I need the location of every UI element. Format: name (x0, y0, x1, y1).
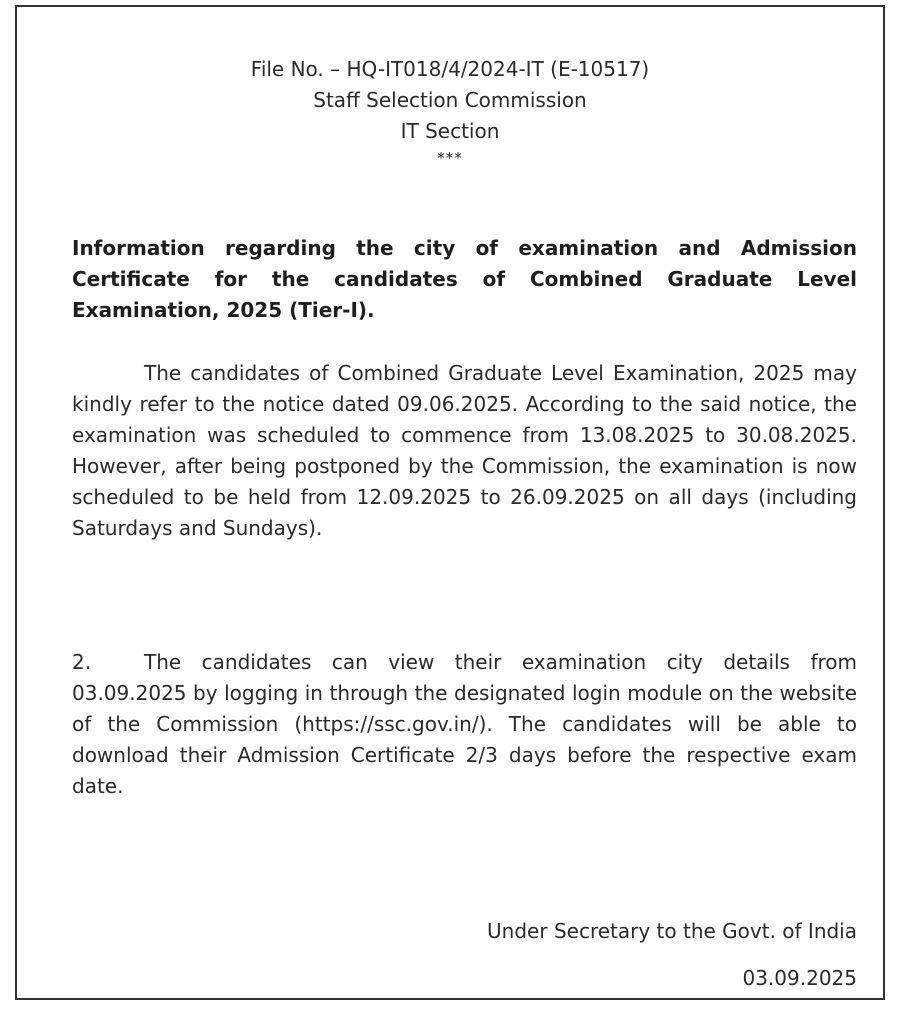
file-number: File No. – HQ-IT018/4/2024-IT (E-10517) (250, 57, 650, 81)
section-name: IT Section (400, 119, 500, 143)
notice-header (17, 54, 883, 169)
signature-date: 03.09.2025 (742, 966, 857, 990)
signatory-designation: Under Secretary to the Govt. of India (487, 919, 857, 943)
separator-stars: *** (437, 149, 463, 167)
organization-name: Staff Selection Commission (313, 88, 587, 112)
paragraph-1 (72, 358, 857, 544)
paragraph-2 (72, 647, 857, 802)
paragraph-1-text: The candidates of Combined Graduate Level Examination, 2025 may kindly refer to the notice dated 09.06.2025. According to the said notice, the examination was scheduled to commence from 13.08.2025 to 30.08.2025. However, after being postponed by the Commission, the examination is now scheduled to be held from 12.09.2025 to 26.09.2025 on all days (including Saturdays and Sundays). (72, 361, 857, 540)
notice-subject: Information regarding the city of examination and Admission Certificate for the candidates of Combined Graduate Level Examination, 2025 (Tier-I). (72, 236, 857, 322)
paragraph-2-text: The candidates can view their examination city details from 03.09.2025 by logging in through the designated login module on the website of the Commission (https://ssc.gov.in/). The candidates will be able to download their Admission Certificate 2/3 days before the respective exam date. (72, 650, 857, 798)
notice-frame (15, 5, 885, 1000)
paragraph-2-number: 2. (72, 650, 92, 674)
